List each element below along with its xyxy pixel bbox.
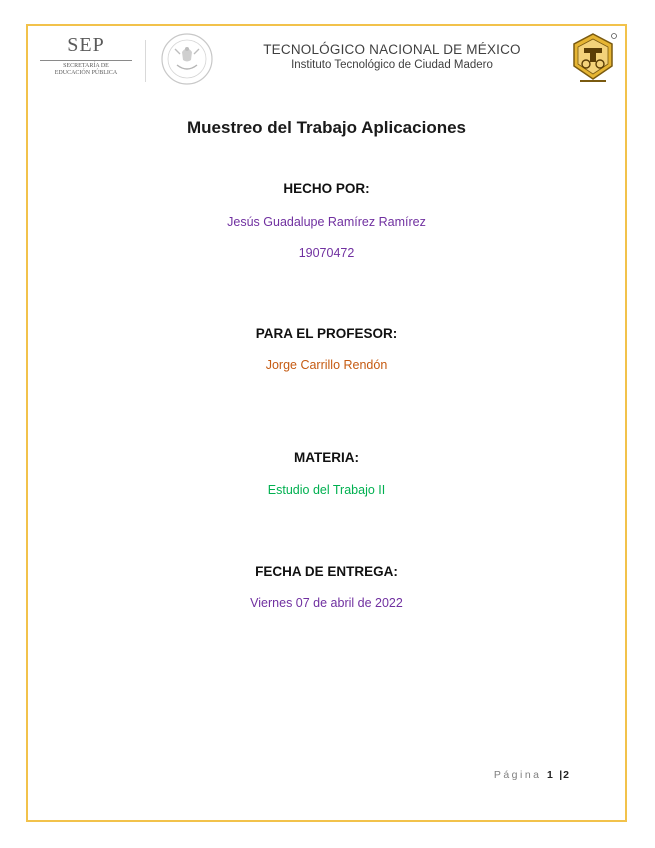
professor-label: PARA EL PROFESOR: xyxy=(255,326,398,341)
mexico-seal-icon xyxy=(160,32,214,86)
sep-caption-line2: EDUCACIÓN PÚBLICA xyxy=(54,70,118,76)
total-pages: 2 xyxy=(563,769,570,781)
itcm-logo-icon xyxy=(568,32,618,84)
sep-logo-text: SEP xyxy=(67,34,105,56)
author-name: Jesús Guadalupe Ramírez Ramírez xyxy=(227,215,426,229)
page-word: Página xyxy=(493,769,542,781)
page-separator: | xyxy=(559,769,564,781)
current-page: 1 xyxy=(546,769,554,781)
sep-logo-rule xyxy=(40,60,132,61)
due-date-label: FECHA DE ENTREGA: xyxy=(255,564,398,579)
subject-label: MATERIA: xyxy=(294,450,359,465)
professor-name: Jorge Carrillo Rendón xyxy=(265,358,388,372)
page-number-footer xyxy=(430,769,570,781)
subject-name: Estudio del Trabajo II xyxy=(267,483,386,497)
institution-campus: Instituto Tecnológico de Ciudad Madero xyxy=(291,59,493,71)
sep-caption-line1: SECRETARÍA DE xyxy=(63,63,109,69)
header-divider xyxy=(145,40,146,82)
page-border xyxy=(26,24,627,822)
sep-logo xyxy=(36,32,136,92)
due-date: Viernes 07 de abril de 2022 xyxy=(250,596,403,610)
document-header xyxy=(36,32,618,92)
made-by-label: HECHO POR: xyxy=(283,181,370,196)
institution-name: TECNOLÓGICO NACIONAL DE MÉXICO xyxy=(263,42,521,57)
institution-block xyxy=(232,42,552,73)
document-title: Muestreo del Trabajo Aplicaciones xyxy=(186,118,466,137)
author-id: 19070472 xyxy=(298,246,355,260)
